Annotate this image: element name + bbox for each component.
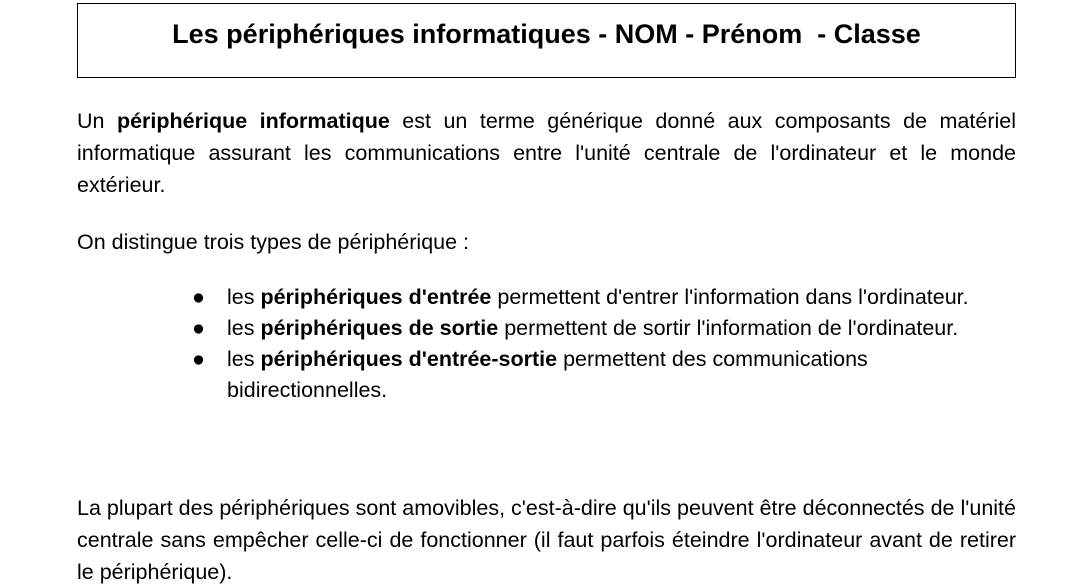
types-intro: On distingue trois types de périphérique : [77,230,470,254]
list-item-bold: périphériques d'entrée [260,285,492,309]
list-item-before: les [227,316,261,340]
bullet-icon: ● [192,285,205,309]
intro-after: est un terme générique donné aux composants de matériel informatique assurant les communications entre l'unité centrale de l'ordinateur et le monde extérieur. [77,109,1016,197]
intro-paragraph [77,105,1016,201]
bullet-icon: ● [192,347,205,371]
bullet-icon: ● [192,316,205,340]
list-item-before: les [227,285,261,309]
intro-bold-term: périphérique informatique [116,109,390,133]
list-item-after: permettent d'entrer l'information dans l'ordinateur. [491,285,969,309]
list-item-after: permettent de sortir l'information de l'ordinateur. [498,316,959,340]
page-title: Les périphériques informatiques - NOM - Prénom - Classe [172,19,921,49]
intro-before: Un [77,109,117,133]
list-item-after: permettent des communications bidirectionnelles. [227,347,868,402]
peripheral-types-list [188,282,1016,406]
removable-paragraph: La plupart des périphériques sont amovibles, c'est-à-dire qu'ils peuvent être déconnectés de l'unité centrale sans empêcher celle-ci de fonctionner (il faut parfois éteindre l'ordinateur avant de retirer le périphérique). [77,496,1016,584]
list-item [188,344,927,406]
list-item [188,313,1016,344]
list-item [188,282,1016,313]
list-item-bold: périphériques de sortie [260,316,499,340]
title-box [77,3,1016,78]
list-item-bold: périphériques d'entrée-sortie [260,347,558,371]
list-item-before: les [227,347,261,371]
